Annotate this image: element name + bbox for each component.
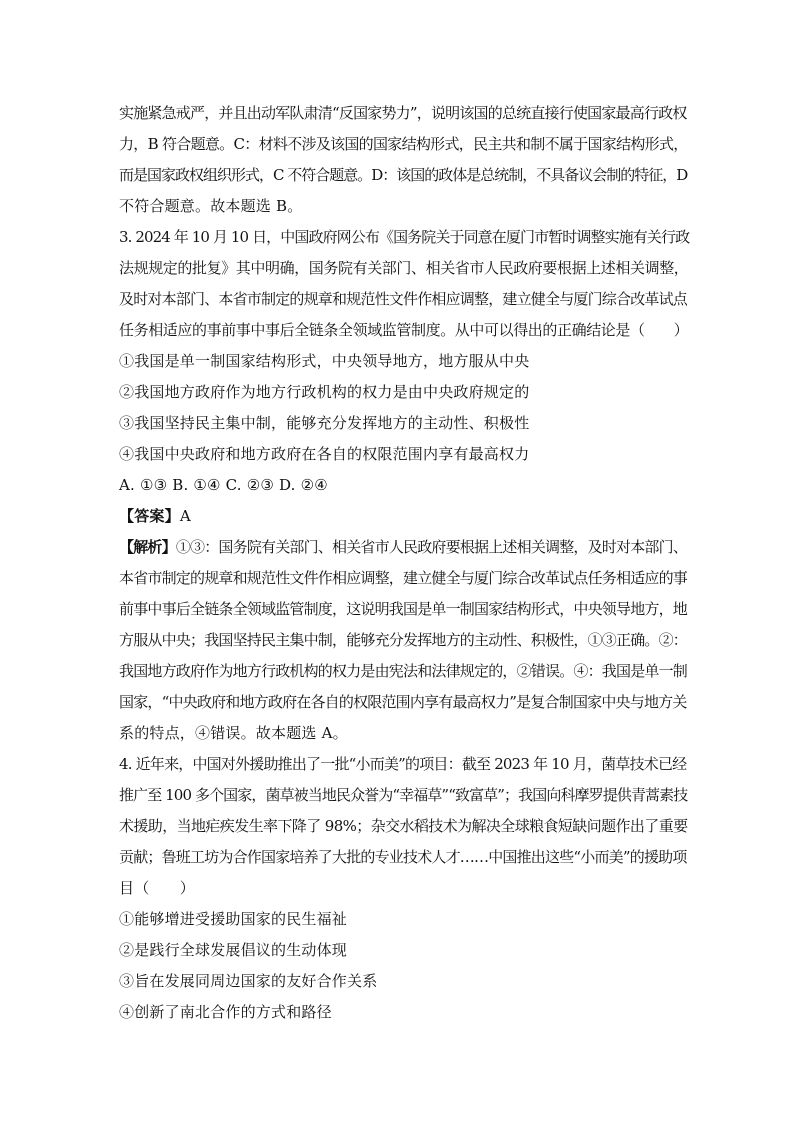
answer-line (119, 501, 689, 532)
question-stem-line: 术援助，当地疟疾发生率下降了 98%；杂交水稻技术为解决全球粮食短缺问题作出了重要 (119, 817, 688, 835)
previous-explanation (119, 98, 689, 222)
option-item: ③我国坚持民主集中制，能够充分发挥地方的主动性、积极性 (119, 414, 530, 432)
text-line: 力，B 符合题意。C：材料不涉及该国的国家结构形式，民主共和制不属于国家结构形式， (119, 135, 688, 153)
answer-label: 【答案】 (119, 507, 180, 525)
question-3 (119, 222, 689, 749)
analysis-text: ①③：国务院有关部门、相关省市人民政府要根据上述相关调整，及时对本部门、 (175, 538, 688, 556)
analysis-line: 方服从中央；我国坚持民主集中制，能够充分发挥地方的主动性、积极性，①③正确。②： (119, 631, 688, 649)
option-item: ②我国地方政府作为地方行政机构的权力是由中央政府规定的 (119, 383, 530, 401)
option-item: ①我国是单一制国家结构形式，中央领导地方，地方服从中央 (119, 352, 530, 370)
question-stem-line: 任务相适应的事前事中事后全链条全领域监管制度。从中可以得出的正确结论是（ ） (119, 321, 689, 339)
text-line: 实施紧急戒严，并且出动军队肃清“反国家势力”，说明该国的总统直接行使国家最高行政权 (119, 104, 687, 122)
analysis-line: 本省市制定的规章和规范性文件作相应调整，建立健全与厦门综合改革试点任务相适应的事 (119, 569, 688, 587)
option-item: ③旨在发展同周边国家的友好合作关系 (119, 972, 378, 990)
question-stem-line: 3. 2024 年 10 月 10 日，中国政府网公布《国务院关于同意在厦门市暂时调整实施有关行政 (119, 228, 690, 246)
answer-value: A (179, 507, 191, 525)
analysis-label: 【解析】 (119, 538, 176, 556)
question-stem-line: 4. 近年来，中国对外援助推出了一批“小而美”的项目：截至 2023 年 10 月，菌草技术已经 (119, 755, 687, 773)
analysis-line: 前事中事后全链条全领域监管制度，这说明我国是单一制国家结构形式，中央领导地方，地 (119, 600, 688, 618)
question-stem-line: 及时对本部门、本省市制定的规章和规范性文件作相应调整，建立健全与厦门综合改革试点 (119, 290, 688, 308)
option-item: ④我国中央政府和地方政府在各自的权限范围内享有最高权力 (119, 445, 530, 463)
question-stem-line: 推广至 100 多个国家，菌草被当地民众誉为“幸福草”“致富草”；我国向科摩罗提供青蒿素技 (119, 786, 688, 804)
analysis-line: 系的特点，④错误。故本题选 A。 (119, 724, 348, 742)
analysis-line: 国家，“中央政府和地方政府在各自的权限范围内享有最高权力”是复合制国家中央与地方关 (119, 693, 687, 711)
question-stem-line: 目（ ） (119, 879, 196, 897)
question-stem-line: 法规规定的批复》其中明确，国务院有关部门、相关省市人民政府要根据上述相关调整， (119, 259, 689, 277)
question-4 (119, 749, 689, 1028)
option-item: ②是践行全球发展倡议的生动体现 (119, 941, 348, 959)
option-item: ①能够增进受援助国家的民生福祉 (119, 910, 348, 928)
text-line: 而是国家政权组织形式，C 不符合题意。D：该国的政体是总统制，不具备议会制的特征，D (119, 166, 688, 184)
question-stem-line: 贡献；鲁班工坊为合作国家培养了大批的专业技术人才……中国推出这些“小而美”的援助项 (119, 848, 687, 866)
analysis-line: 我国地方政府作为地方行政机构的权力是由宪法和法律规定的，②错误。④：我国是单一制 (119, 662, 688, 680)
answer-choices: A. ①③ B. ①④ C. ②③ D. ②④ (119, 476, 328, 494)
analysis-line (119, 532, 689, 563)
option-item: ④创新了南北合作的方式和路径 (119, 1003, 332, 1021)
text-line: 不符合题意。故本题选 B。 (119, 197, 303, 215)
document-page (119, 98, 689, 1028)
